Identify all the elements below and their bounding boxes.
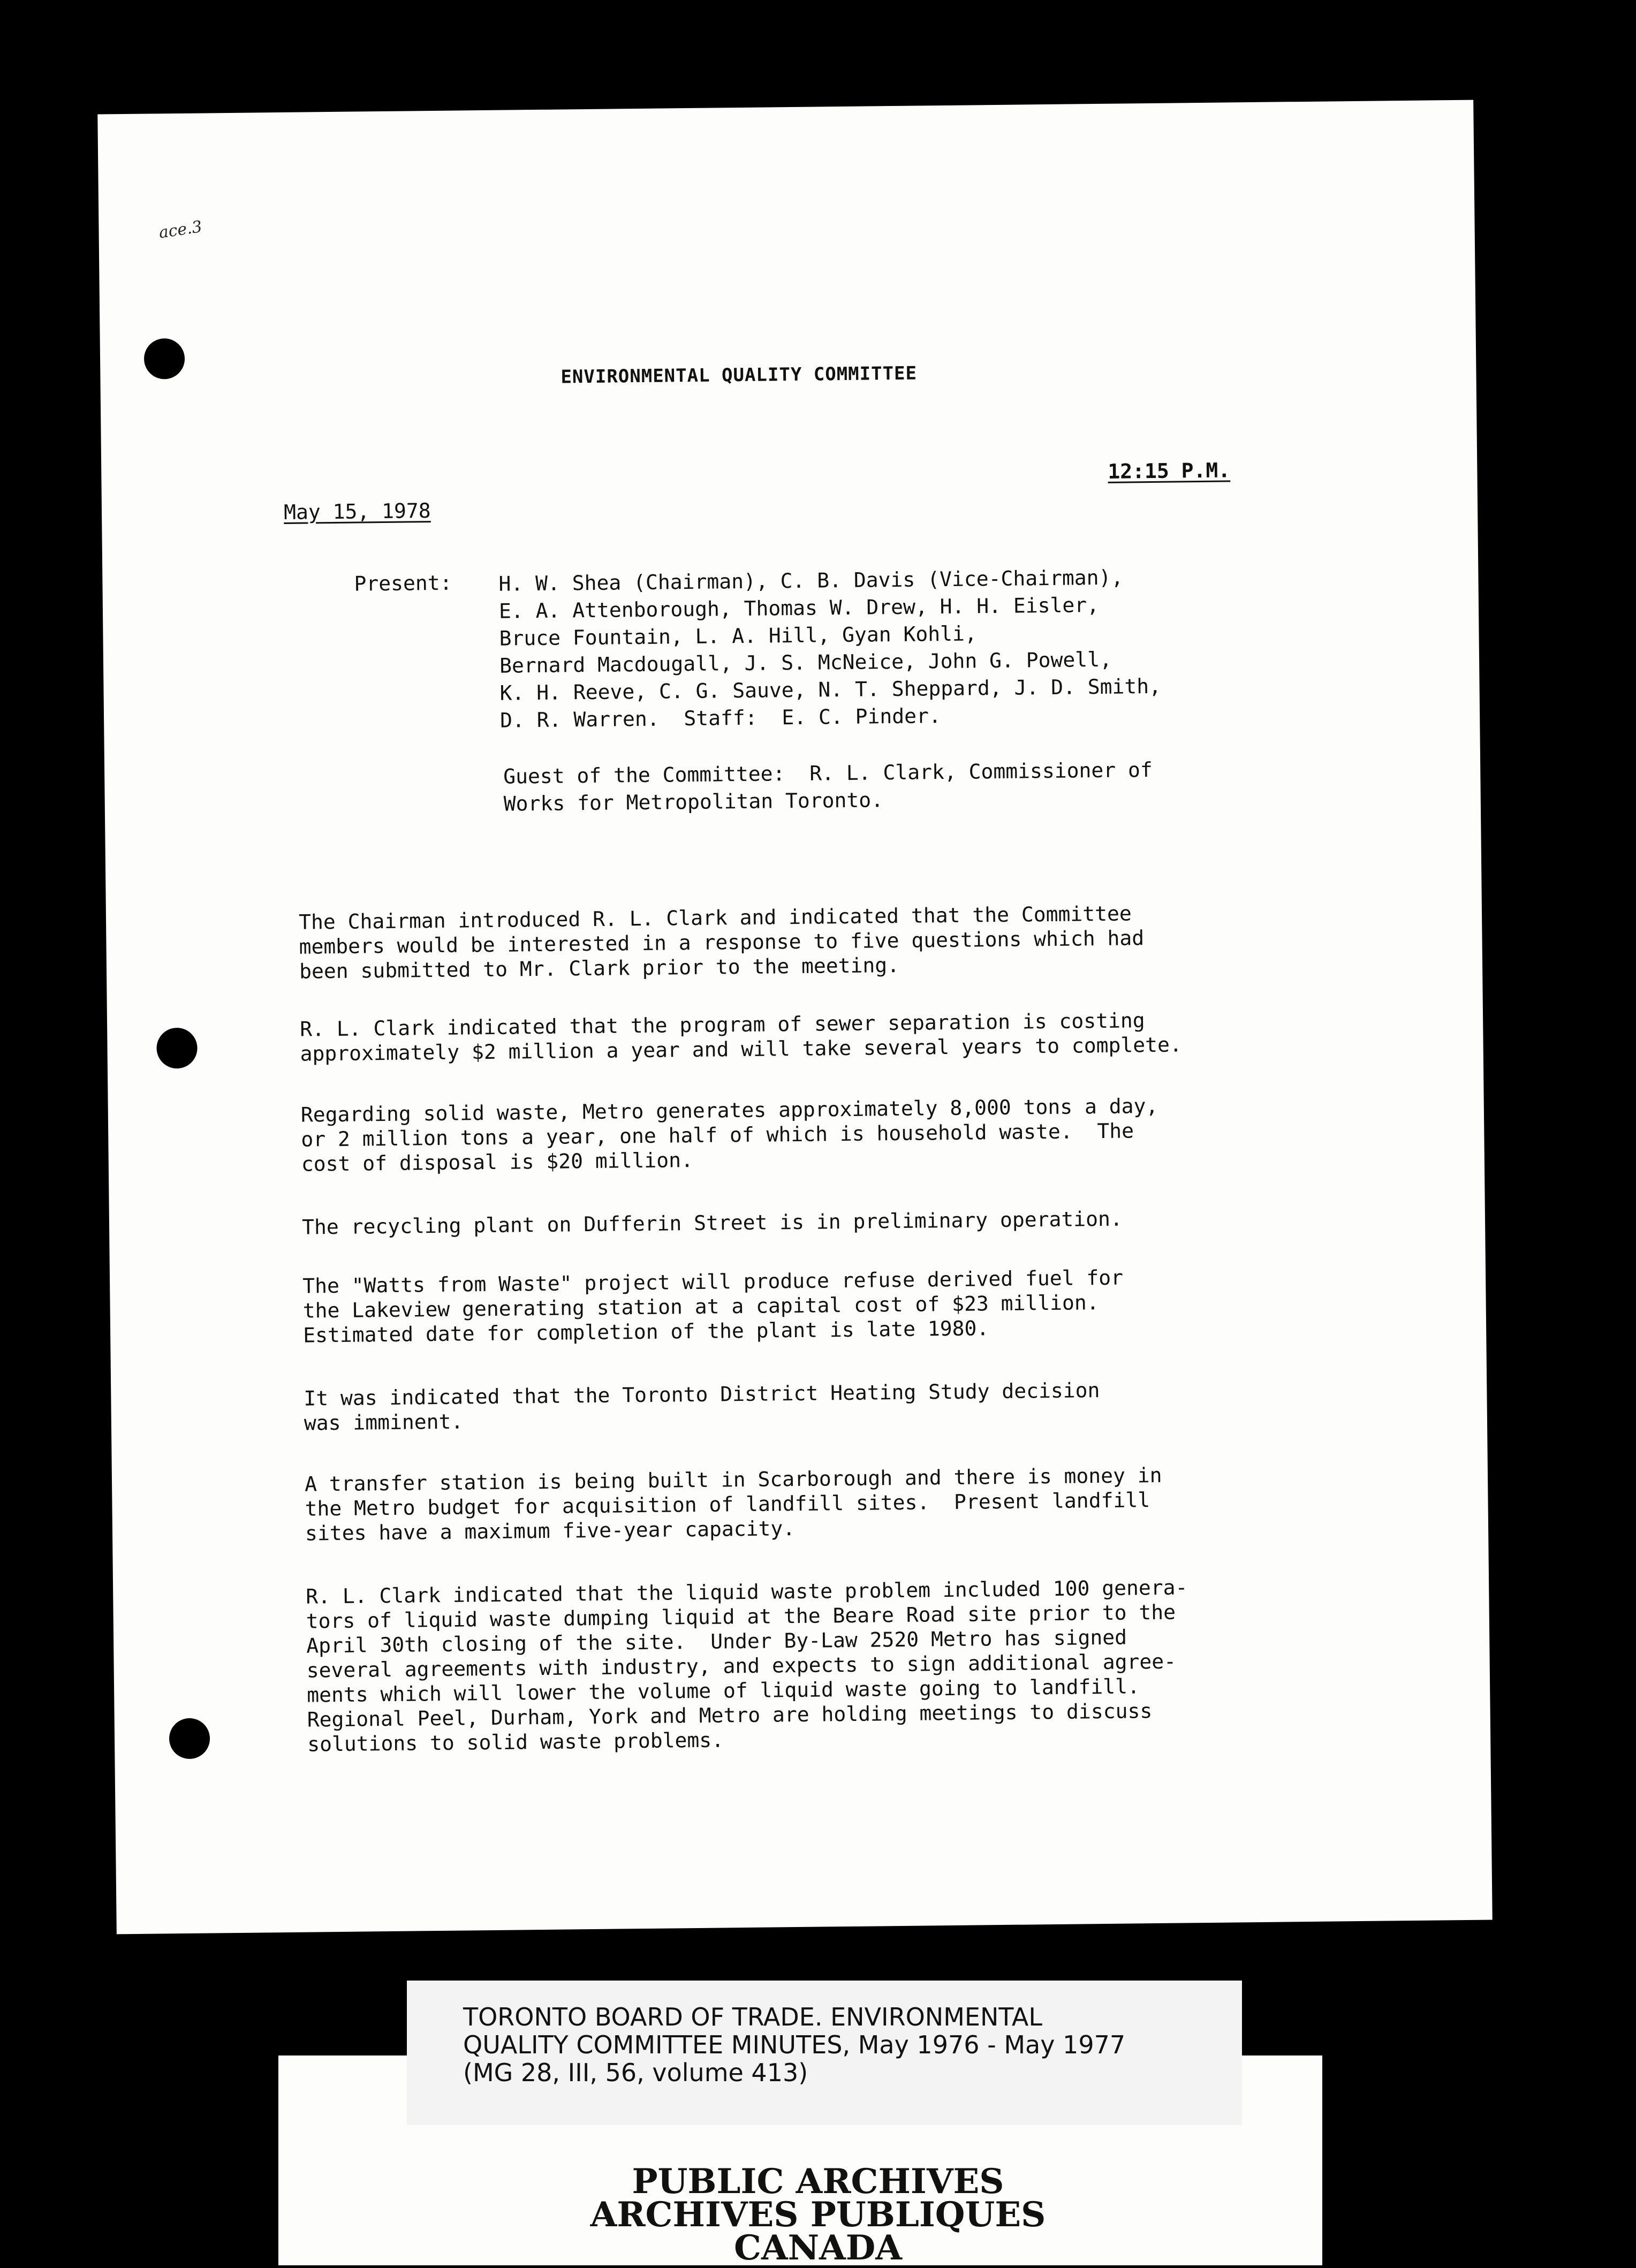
paragraph-line: The "Watts from Waste" project will produce refuse derived fuel for [302,1265,1124,1298]
archive-label [407,1981,1242,2125]
punch-hole [169,1718,210,1759]
handwritten-note: ace.3 [157,217,203,242]
paragraph-line: solutions to solid waste problems. [307,1728,724,1756]
paragraph-line: or 2 million tons a year, one half of which is household waste. The [301,1119,1134,1151]
paragraph [301,1091,1345,1176]
attendee-line: E. A. Attenborough, Thomas W. Drew, H. H. Eisler, [498,593,1100,623]
paragraph-line: The recycling plant on Dufferin Street is in preliminary operation. [301,1207,1123,1239]
paragraph-line: R. L. Clark indicated that the liquid waste problem included 100 genera- [306,1575,1188,1609]
lower-sheet-tab [1242,2055,1322,2088]
attendee-line: Bernard Macdougall, J. S. McNeice, John G. Powell, [499,647,1112,678]
guest-line: Works for Metropolitan Toronto. [503,788,884,816]
paragraph-line: ments which will lower the volume of liquid waste going to landfill. [306,1674,1140,1707]
punch-hole [156,1028,198,1069]
attendee-line: K. H. Reeve, C. G. Sauve, N. T. Sheppard, J. D. Smith, [499,674,1162,705]
paragraph-line: been submitted to Mr. Clark prior to the meeting. [299,953,900,983]
stamp-line: CANADA [734,2228,902,2268]
paragraph [302,1204,1346,1239]
paragraph-line: the Metro budget for acquisition of landfill sites. Present landfill [305,1488,1150,1521]
lower-sheet-tab [278,2055,407,2088]
paragraph [300,1006,1344,1066]
paragraph [302,1263,1347,1347]
paragraph-line: Estimated date for completion of the plant is late 1980. [302,1316,989,1347]
stamp-line: ARCHIVES PUBLIQUES [590,2195,1046,2235]
paragraph-line: R. L. Clark indicated that the program of sewer separation is costing [299,1008,1145,1041]
present-label: Present: [354,571,452,596]
meeting-time: 12:15 P.M. [1108,458,1231,483]
archive-label-text [463,2003,1125,2087]
paragraph-line: Regarding solid waste, Metro generates approximately 8,000 tons a day, [300,1094,1158,1127]
attendee-list [498,564,1162,734]
attendee-line: D. R. Warren. Staff: E. C. Pinder. [499,704,941,732]
punch-hole [144,338,185,380]
paragraph [304,1375,1348,1435]
paragraph-line: approximately $2 million a year and will take several years to complete. [300,1033,1183,1066]
attendee-line: H. W. Shea (Chairman), C. B. Davis (Vice-Chairman), [498,565,1124,596]
meeting-date: May 15, 1978 [283,499,431,524]
archive-label-line: (MG 28, III, 56, volume 413) [463,2058,808,2087]
archive-label-line: QUALITY COMMITTEE MINUTES, May 1976 - May 1977 [463,2030,1126,2059]
guest-line: Guest of the Committee: R. L. Clark, Commissioner of [503,757,1153,788]
attendee-line: Bruce Fountain, L. A. Hill, Gyan Kohli, [499,621,977,650]
paragraph-line: sites have a maximum five-year capacity. [305,1516,796,1545]
paragraph-line: It was indicated that the Toronto District Heating Study decision [304,1378,1100,1410]
paragraph-line: The Chairman introduced R. L. Clark and indicated that the Committee [298,901,1132,934]
archives-stamp [0,2161,1636,2268]
paragraph [299,899,1343,983]
document-title: ENVIRONMENTAL QUALITY COMMITTEE [561,362,918,388]
paragraph [306,1573,1351,1756]
stamp-line: PUBLIC ARCHIVES [632,2161,1004,2202]
paragraph-line: tors of liquid waste dumping liquid at the Beare Road site prior to the [306,1600,1176,1633]
paragraph-line: was imminent. [304,1409,464,1435]
paragraph [305,1461,1349,1545]
paragraph-line: members would be interested in a response to five questions which had [299,926,1145,959]
paragraph-line: several agreements with industry, and expects to sign additional agree- [306,1649,1177,1682]
paragraph-line: Regional Peel, Durham, York and Metro are holding meetings to discuss [307,1699,1153,1732]
document-page [97,100,1492,1935]
guest-note [503,756,1153,818]
paragraph-line: the Lakeview generating station at a capital cost of $23 million. [302,1291,1099,1323]
paragraph-line: A transfer station is being built in Scarborough and there is money in [304,1463,1162,1496]
paragraph-line: cost of disposal is $20 million. [301,1148,694,1176]
paragraph-line: April 30th closing of the site. Under By-Law 2520 Metro has signed [306,1625,1127,1658]
archive-label-line: TORONTO BOARD OF TRADE. ENVIRONMENTAL [463,2002,1042,2031]
